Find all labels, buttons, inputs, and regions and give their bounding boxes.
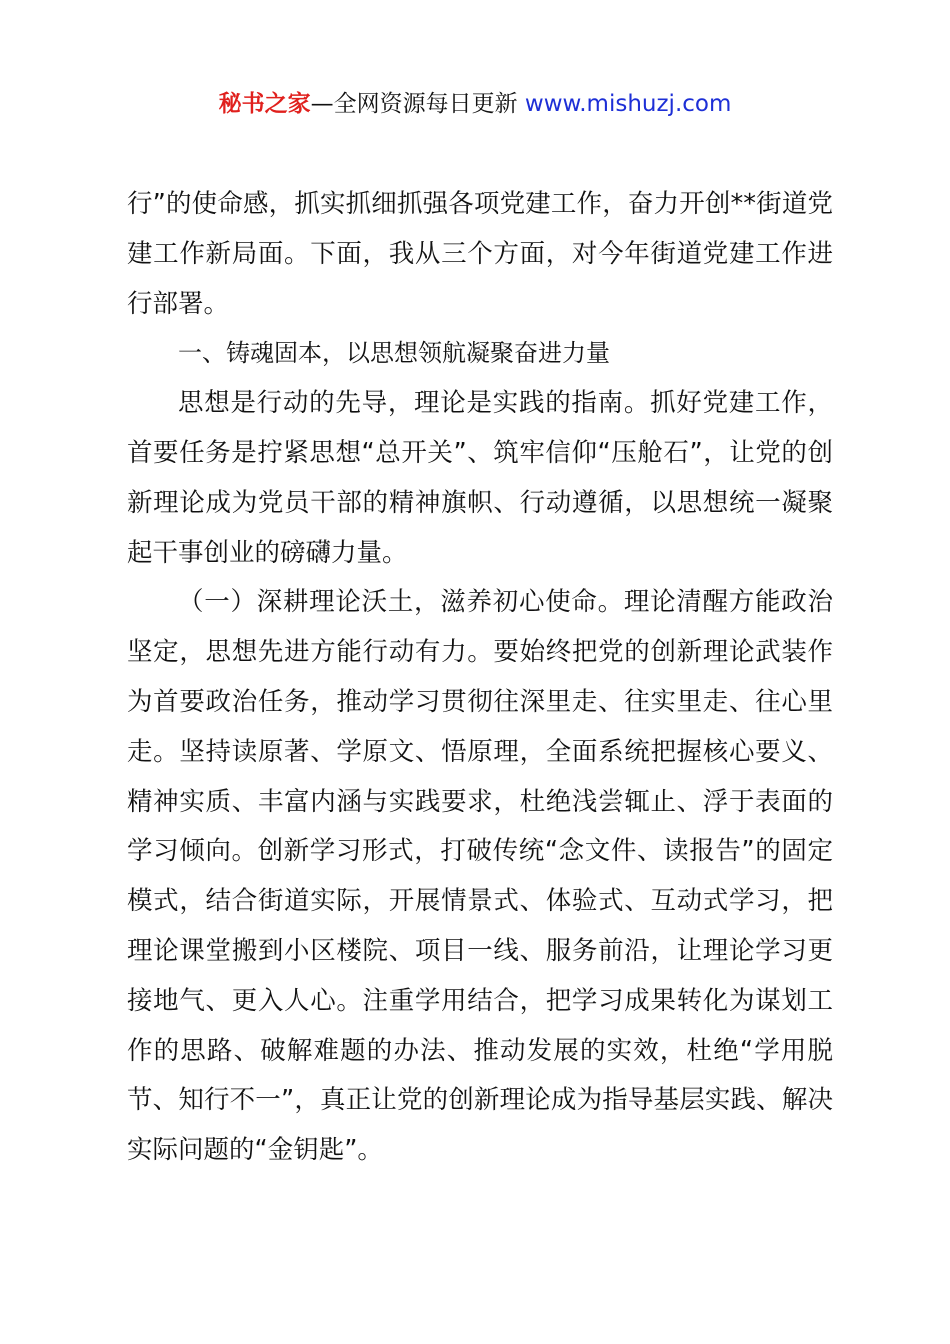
brand-name: 秘书之家 [218,91,311,117]
header-tagline: —全网资源每日更新 [310,91,518,117]
page-header [0,88,950,120]
website-link[interactable]: www.mishuzj.com [524,91,732,117]
paragraph-subsection-1: （一）深耕理论沃土，滋养初心使命。理论清醒方能政治坚定，思想先进方能行动有力。要始终把党的创新理论武装作为首要政治任务，推动学习贯彻往深里走、往实里走、往心里走。坚持读原著、学原文、悟原理，全面系统把握核心要义、精神实质、丰富内涵与实践要求，杜绝浅尝辄止、浮于表面的学习倾向。创新学习形式，打破传统“念文件、读报告”的固定模式，结合街道实际，开展情景式、体验式、互动式学习，把理论课堂搬到小区楼院、项目一线、服务前沿，让理论学习更接地气、更入人心。注重学用结合，把学习成果转化为谋划工作的思路、破解难题的办法、推动发展的实效，杜绝“学用脱节、知行不一”，真正让党的创新理论成为指导基层实践、解决实际问题的“金钥匙”。 [127,587,833,1166]
paragraph-intro: 思想是行动的先导，理论是实践的指南。抓好党建工作，首要任务是拧紧思想“总开关”、筑牢信仰“压舱石”，让党的创新理论成为党员干部的精神旗帜、行动遵循，以思想统一凝聚起干事创业的磅礴力量。 [127,388,833,568]
paragraph-continuation: 行”的使命感，抓实抓细抓强各项党建工作，奋力开创**街道党建工作新局面。下面，我从三个方面，对今年街道党建工作进行部署。 [127,189,833,319]
section-heading: 一、铸魂固本，以思想领航凝聚奋进力量 [178,339,610,368]
document-body [127,180,833,1176]
